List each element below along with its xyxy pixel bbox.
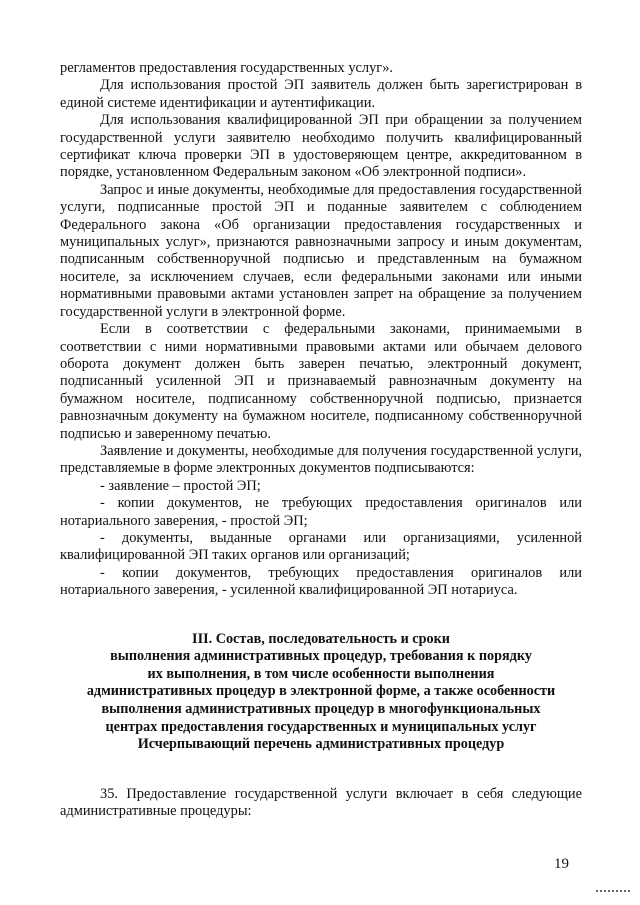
heading-line: центрах предоставления государственных и муниципальных услуг: [105, 718, 537, 735]
paragraph-35: 35. Предоставление государственной услуги включает в себя следующие административные процедуры:: [60, 785, 582, 820]
paragraph-continuation: регламентов предоставления государственных услуг».: [60, 60, 393, 76]
heading-line: их выполнения, в том числе особенности выполнения: [147, 665, 495, 682]
list-item-copies-simple: - копии документов, не требующих предоставления оригиналов или нотариального заверения, - простой ЭП;: [60, 495, 582, 529]
document-body: [60, 60, 582, 821]
scan-artifact: [596, 890, 630, 894]
paragraph-qualified-ep: Для использования квалифицированной ЭП при обращении за получением государственной услуги заявителю необходимо получить квалифицированный сертификат ключа проверки ЭП в удостоверяющем центре, аккредитованном в порядке, установленном Федеральным законом «Об электронной подписи».: [60, 112, 582, 181]
list-item-issued-documents: - документы, выданные органами или организациями, усиленной квалифицированной ЭП таких органов или организаций;: [60, 529, 582, 564]
heading-line: выполнения административных процедур в многофункциональных: [101, 700, 541, 717]
heading-line: административных процедур в электронной форме, а также особенности: [86, 683, 556, 700]
section-heading: [60, 631, 582, 754]
paragraph-seal-equivalence: Если в соответствии с федеральными законами, принимаемыми в соответствии с ними нормативными правовыми актами или обычаем делового оборота документ должен быть заверен печатью, электронный документ, подписанный усиленной ЭП и признаваемый равнозначным документу на бумажном носителе, подписанному собственноручной подписью, признается равнозначным документу на бумажном носителе, подписанному собственноручной подписью и заверенному печатью.: [60, 321, 582, 442]
heading-line: выполнения административных процедур, требования к порядку: [110, 648, 532, 665]
list-item-copies-notary: - копии документов, требующих предоставления оригиналов или нотариального заверения, - усиленной квалифицированной ЭП нотариуса.: [60, 564, 582, 599]
paragraph-request-documents: Запрос и иные документы, необходимые для предоставления государственной услуги, подписанные простой ЭП и поданные заявителем с соблюдением Федерального закона «Об организации предоставления государственных и муниципальных услуг», признаются равнозначными запросу и иным документам, подписанным собственноручной подписью и представленным на бумажном носителе, за исключением случаев, если федеральными законами или иными нормативными правовыми актами установлен запрет на обращение за получением государственной услуги в электронной форме.: [60, 181, 582, 320]
heading-line: Исчерпывающий перечень административных процедур: [137, 736, 505, 753]
heading-line: III. Состав, последовательность и сроки: [192, 630, 450, 647]
paragraph-signing-intro: Заявление и документы, необходимые для получения государственной услуги, представляемые в форме электронных документов подписываются:: [60, 442, 582, 477]
paragraph-simple-ep: Для использования простой ЭП заявитель должен быть зарегистрирован в единой системе идентификации и аутентификации.: [60, 77, 582, 111]
page-number: 19: [554, 856, 569, 872]
list-item-application: - заявление – простой ЭП;: [100, 477, 261, 494]
